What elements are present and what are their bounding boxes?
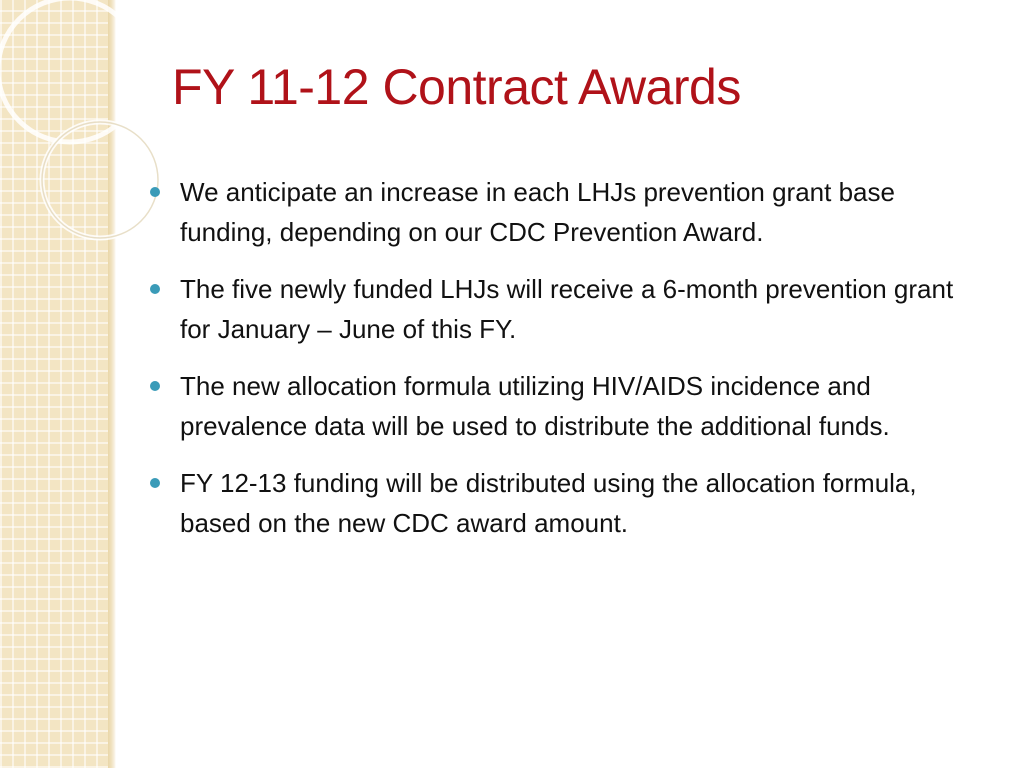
bullet-text: The five newly funded LHJs will receive a 6-month prevention grant for January – June of this FY.: [180, 274, 954, 344]
bullet-text: The new allocation formula utilizing HIV/AIDS incidence and prevalence data will be used to distribute the additional funds.: [180, 371, 890, 441]
decorative-rings: [0, 0, 160, 260]
bullet-item: [148, 172, 968, 252]
bullet-dot-icon: [150, 478, 160, 488]
bullet-dot-icon: [150, 187, 160, 197]
bullet-text: FY 12-13 funding will be distributed using the allocation formula, based on the new CDC award amount.: [180, 468, 917, 538]
bullet-dot-icon: [150, 381, 160, 391]
bullet-item: [148, 463, 968, 543]
bullet-dot-icon: [150, 284, 160, 294]
bullet-item: [148, 366, 968, 446]
bullet-text: We anticipate an increase in each LHJs prevention grant base funding, depending on our CDC Prevention Award.: [180, 177, 895, 247]
decorative-ring-shade: [42, 122, 158, 238]
slide-title: FY 11-12 Contract Awards: [172, 59, 741, 115]
decorative-ring-top: [0, 0, 142, 142]
bullet-item: [148, 269, 968, 349]
bullet-list: [148, 172, 968, 560]
